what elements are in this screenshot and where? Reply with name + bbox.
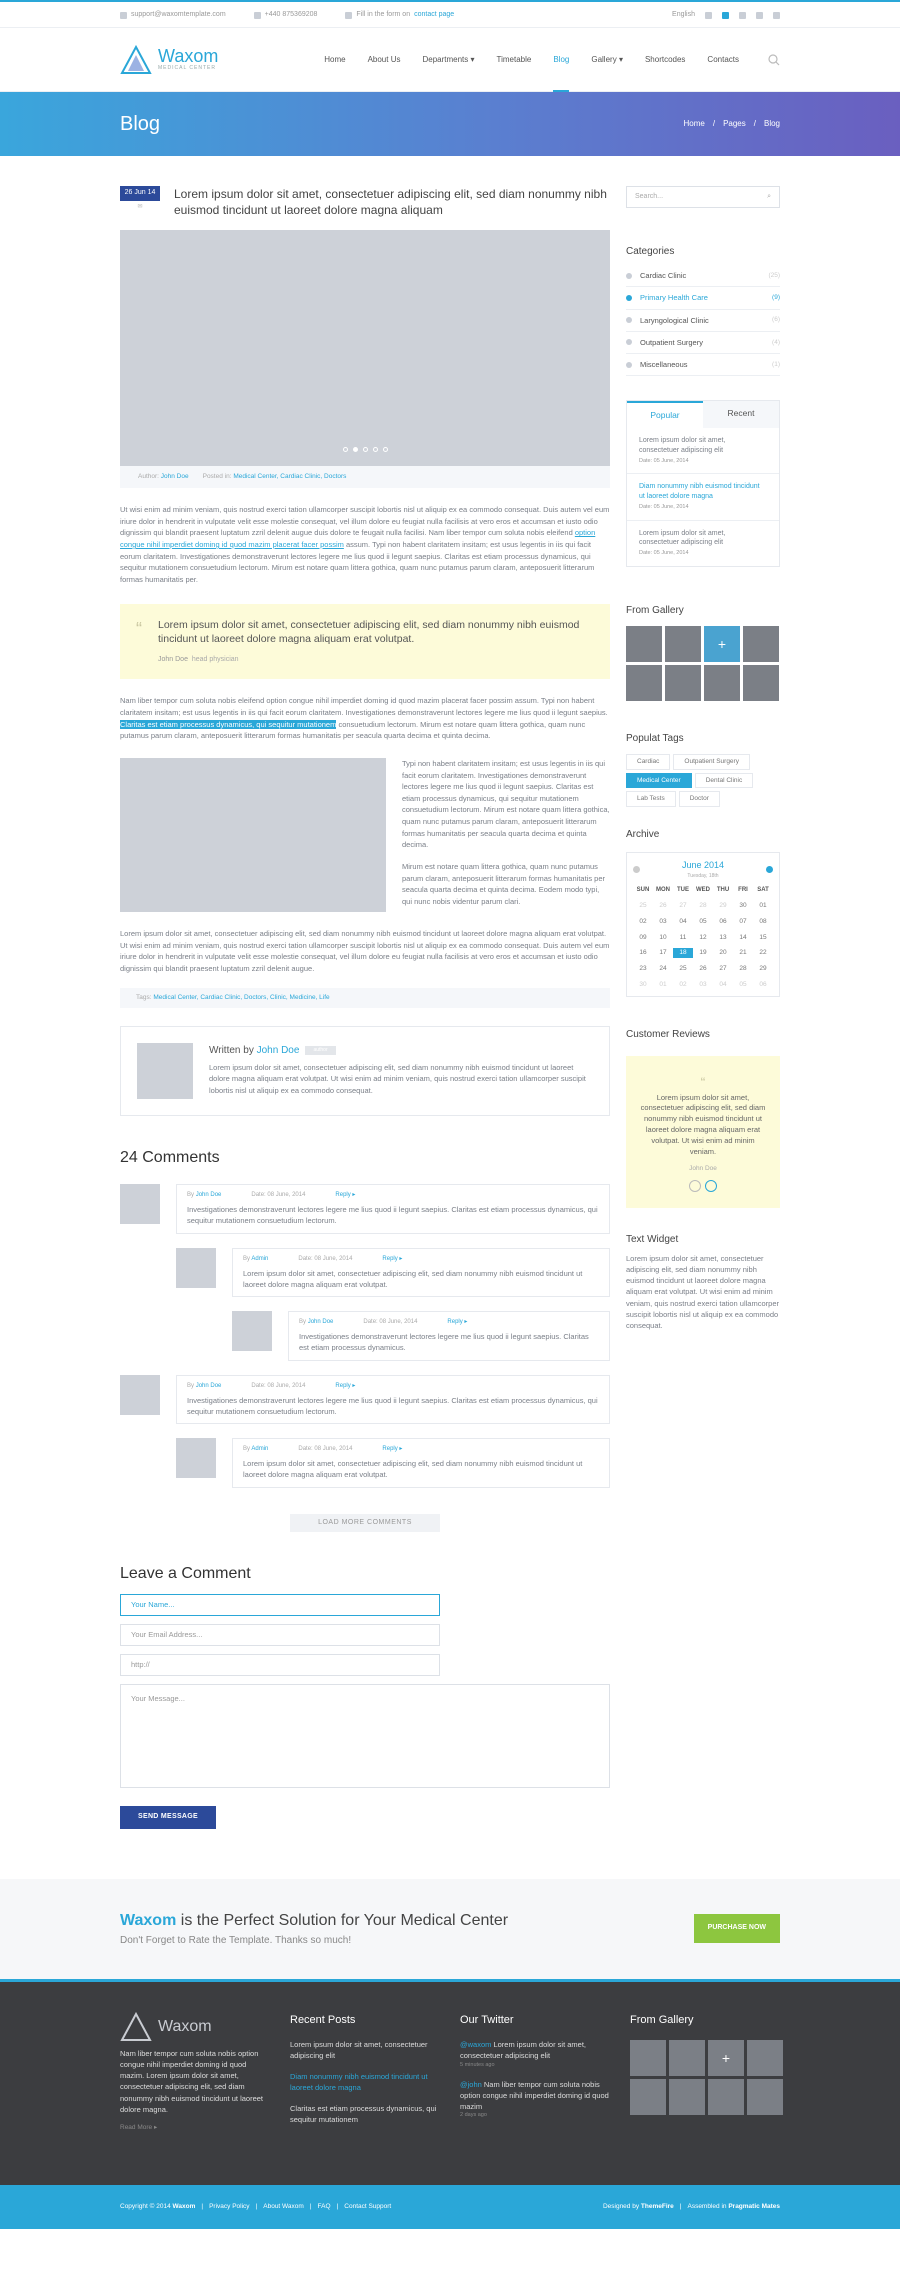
- calendar-day[interactable]: 05: [739, 980, 747, 988]
- pencil-icon: [345, 12, 352, 19]
- avatar: [120, 1184, 160, 1224]
- calendar-day[interactable]: 10: [659, 933, 667, 941]
- nav-contacts[interactable]: Contacts: [707, 55, 739, 64]
- calendar-day[interactable]: 04: [679, 917, 687, 925]
- gallery-thumb[interactable]: [747, 2040, 783, 2076]
- tab-popular[interactable]: Popular: [627, 401, 703, 428]
- calendar-day[interactable]: 25: [679, 965, 687, 973]
- read-more-link[interactable]: Read More ▸: [120, 2124, 158, 2132]
- topbar-phone: +440 875369208: [254, 10, 318, 21]
- review-card: “ Lorem ipsum dolor sit amet, consectetuer adipiscing elit, sed diam nonummy nibh euismod tincidunt ut laoreet dolore magna aliquam erat volutpat. Ut wisi enim ad minim veniam. John Doe: [626, 1056, 780, 1208]
- nav-gallery[interactable]: Gallery ▾: [591, 55, 623, 64]
- gallery-thumb[interactable]: [630, 2079, 666, 2115]
- calendar-day[interactable]: 02: [639, 917, 647, 925]
- calendar-day[interactable]: 29: [759, 965, 767, 973]
- tags-heading: Populat Tags: [626, 732, 684, 744]
- calendar-day[interactable]: 27: [719, 965, 727, 973]
- author-link[interactable]: John Doe: [160, 473, 189, 481]
- calendar-day[interactable]: 27: [679, 902, 687, 910]
- reply-button[interactable]: Reply ▸: [382, 1255, 403, 1262]
- popular-post[interactable]: Diam nonummy nibh euismod tincidunt ut laoreet dolore magna Date: 05 June, 2014: [627, 474, 779, 520]
- calendar-day[interactable]: 14: [739, 933, 747, 941]
- logo-icon: [120, 45, 152, 75]
- nav-departments[interactable]: Departments ▾: [422, 55, 475, 64]
- calendar-day[interactable]: 16: [639, 949, 647, 957]
- language-select[interactable]: English: [672, 10, 695, 18]
- calendar-day[interactable]: 24: [659, 965, 667, 973]
- calendar-day[interactable]: 17: [659, 949, 667, 957]
- calendar-day[interactable]: 13: [719, 933, 727, 941]
- calendar-day[interactable]: 28: [699, 902, 707, 910]
- calendar-day[interactable]: 04: [719, 980, 727, 988]
- gallery-thumb[interactable]: +: [704, 626, 740, 662]
- comment-author[interactable]: Admin: [251, 1446, 269, 1453]
- chevron-down-icon: ▾: [470, 55, 475, 64]
- archive-calendar: June 2014 Tuesday, 18th SUN MON TUE WED THU FRI SAT 25 26 27 28 29 30 01 02 03 04 05 06 07 08 09 10 11 12 13 14 15 16 17 18 19 20 21 22 23 24 25 26 27 28 29 30 01 02 03 04 05 06: [626, 852, 780, 997]
- gallery-thumb[interactable]: [747, 2079, 783, 2115]
- calendar-day[interactable]: 22: [759, 949, 767, 957]
- category-item[interactable]: Laryngological Clinic (6): [626, 310, 780, 332]
- post-image-slider[interactable]: [120, 230, 610, 466]
- category-item[interactable]: Primary Health Care (9): [626, 287, 780, 309]
- gallery-heading: From Gallery: [626, 604, 684, 616]
- support-link[interactable]: Contact Support: [344, 2202, 392, 2210]
- nav-about[interactable]: About Us: [367, 55, 401, 64]
- popular-post[interactable]: Lorem ipsum dolor sit amet, consectetuer adipiscing elit Date: 05 June, 2014: [627, 428, 779, 474]
- avatar: [120, 1375, 160, 1415]
- vimeo-icon[interactable]: [773, 12, 780, 19]
- avatar: [176, 1248, 216, 1288]
- post-paragraph: Typi non habent claritatem insitam; est usus legentis in iis qui facit eorum claritatem. Investigationes demonstraverunt lectores legere me lius quod ii legunt saepius. Claritas est etiam processus dynamicus, qui sequitur mutationem consuetudium lectorum. Mirum est notare quam littera gothica, quam nunc putamus parum claram, anteposuerit litterarum formas humanitatis per seacula quarta decima et quinta decima.: [402, 758, 610, 850]
- topbar: [0, 0, 900, 28]
- prev-review-icon[interactable]: [689, 1180, 701, 1192]
- gallery-thumb[interactable]: +: [708, 2040, 744, 2076]
- calendar-day[interactable]: 07: [739, 917, 747, 925]
- calendar-weekday: WED: [696, 887, 710, 894]
- logo-name: Waxom: [158, 46, 219, 67]
- calendar-day[interactable]: 15: [759, 933, 767, 941]
- gallery-thumb[interactable]: [704, 665, 740, 701]
- slider-dot[interactable]: [353, 447, 358, 452]
- calendar-day[interactable]: 03: [699, 980, 707, 988]
- nav-home[interactable]: Home: [324, 55, 346, 64]
- next-review-icon[interactable]: [705, 1180, 717, 1192]
- calendar-day[interactable]: 06: [719, 917, 727, 925]
- quote-icon: “: [136, 618, 142, 639]
- calendar-day[interactable]: 25: [639, 902, 647, 910]
- comment-author[interactable]: John Doe: [307, 1319, 334, 1326]
- nav-shortcodes[interactable]: Shortcodes: [644, 55, 686, 64]
- comment-author[interactable]: Admin: [251, 1255, 269, 1262]
- purchase-button[interactable]: PURCHASE NOW: [694, 1914, 780, 1943]
- linkedin-icon[interactable]: [756, 12, 763, 19]
- post-paragraph: Ut wisi enim ad minim veniam, quis nostrud exerci tation ullamcorper suscipit lobortis nisl ut aliquip ex ea commodo consequat. Duis autem vel eum iriure dolor in hendrerit in vulputate velit esse molestie consequat, vel illum dolore eu feugiat nulla facilisis at vero eros et accumsan et iusto odio dignissim qui blandit praesent luptatum zzril delenit augue duis dolore te feugait nulla facilisi. Nam liber tempor cum soluta nobis eleifend option congue nihil imperdiet doming id quod mazim placerat facer possim assum. Typi non habent claritatem insitam; est usus legentis in iis qui facit eorum claritatem. Investigationes demonstraverunt lectores legere me lius quod ii legunt saepius. Claritas est etiam processus dynamicus, qui sequitur mutationem consuetudium lectorum. Mirum est notare quam littera gothica, quam nunc putamus parum claram, anteposuerit litterarum formas humanitatis per.: [120, 505, 610, 584]
- inline-link[interactable]: option congue nihil imperdiet doming id quod mazim placerat facer possim: [120, 528, 596, 549]
- topbar-email[interactable]: support@waxomtemplate.com: [120, 10, 226, 21]
- footer-post-link[interactable]: Claritas est etiam processus dynamicus, qui sequitur mutationem: [290, 2103, 437, 2124]
- calendar-day[interactable]: 26: [699, 965, 707, 973]
- blockquote: “ Lorem ipsum dolor sit amet, consectetuer adipiscing elit, sed diam nonummy nibh euismod tincidunt ut laoreet dolore magna aliquam erat volutpat. John Doe head physician: [120, 604, 610, 680]
- comment: By John Doe Date: 08 June, 2014 Reply ▸ Investigationes demonstraverunt lectores legere me lius quod ii legunt saepius. Claritas est etiam processus dynamicus, qui sequitur mutationem consuetudium lectorum.: [120, 1375, 610, 1425]
- calendar-day[interactable]: 08: [759, 917, 767, 925]
- post-meta: Author: John Doe Posted in: Medical Center, Cardiac Clinic, Doctors: [120, 466, 610, 488]
- footer-post-link[interactable]: Lorem ipsum dolor sit amet, consectetuer adipiscing elit: [290, 2040, 428, 2060]
- calendar-grid: [633, 886, 773, 990]
- comment-form-heading: Leave a Comment: [120, 1565, 251, 1583]
- gallery-thumb[interactable]: [743, 665, 779, 701]
- logo-icon: [120, 2012, 152, 2042]
- post-paragraph: Nam liber tempor cum soluta nobis eleifend option congue nihil imperdiet doming id quod mazim placerat facer possim assum. Typi non habent claritatem insitam; est usus legentis in iis qui facit eorum claritatem. Investigationes demonstraverunt lectores legere me lius quod ii legunt saepius. Claritas est etiam processus dynamicus, qui sequitur mutationem consuetudium lectorum. Mirum est notare quam littera gothica, quam nunc putamus parum claram, anteposuerit litterarum formas humanitatis per seacula quarta decima et quinta decima.: [120, 696, 608, 741]
- header: [0, 28, 900, 92]
- slider-dot[interactable]: [383, 447, 388, 452]
- calendar-day[interactable]: 26: [659, 902, 667, 910]
- comment-author[interactable]: John Doe: [195, 1192, 222, 1199]
- mail-icon: [120, 12, 127, 19]
- twitter-handle[interactable]: @waxom: [460, 2040, 492, 2050]
- search-icon[interactable]: [768, 54, 780, 66]
- gallery-thumb[interactable]: [626, 626, 662, 662]
- calendar-day[interactable]: 30: [639, 980, 647, 988]
- logo-sub: MEDICAL CENTER: [158, 65, 216, 72]
- tag-links[interactable]: Medical Center, Cardiac Clinic, Doctors, Clinic, Medicine, Life: [153, 994, 330, 1002]
- breadcrumb-pages[interactable]: Pages: [723, 119, 746, 128]
- tag[interactable]: Dental Clinic: [695, 773, 754, 789]
- footer-post-link[interactable]: Diam nonummy nibh euismod tincidunt ut laoreet dolore magna: [290, 2071, 428, 2092]
- about-link[interactable]: About Waxom: [263, 2202, 304, 2210]
- topbar-form: Fill in the form on contact page: [345, 10, 454, 21]
- quote-icon: “: [700, 1073, 706, 1090]
- gallery-thumb[interactable]: [665, 665, 701, 701]
- calendar-day[interactable]: 01: [759, 902, 767, 910]
- footer-bottom-bar: Copyright © 2014 Waxom | Privacy Policy | About Waxom | FAQ | Contact Support Designed by ThemeFire | Assembled in Pragmatic Mates: [0, 2185, 900, 2229]
- tag[interactable]: Outpatient Surgery: [673, 754, 750, 770]
- slider-dot[interactable]: [343, 447, 348, 452]
- email-field[interactable]: Your Email Address...: [120, 1624, 440, 1646]
- category-item[interactable]: Cardiac Clinic (25): [626, 265, 780, 287]
- comment-author[interactable]: John Doe: [195, 1382, 222, 1389]
- calendar-day[interactable]: 06: [759, 980, 767, 988]
- assembler-link[interactable]: Pragmatic Mates: [728, 2202, 780, 2210]
- contact-page-link[interactable]: contact page: [414, 10, 455, 18]
- categories-heading: Categories: [626, 246, 675, 257]
- gallery-thumb[interactable]: [630, 2040, 666, 2076]
- facebook-icon[interactable]: [705, 12, 712, 19]
- twitter-handle[interactable]: @john: [460, 2079, 482, 2089]
- tag[interactable]: Doctor: [679, 791, 720, 807]
- gallery-thumb[interactable]: [665, 626, 701, 662]
- comment-reply: By Admin Date: 08 June, 2014 Reply ▸ Lorem ipsum dolor sit amet, consectetuer adipiscing elit, sed diam nonummy nibh euismod tincidunt ut laoreet dolore magna aliquam erat volutpat.: [176, 1248, 610, 1298]
- post-inline-image: [120, 758, 386, 912]
- author-box: Written by John Doe author Lorem ipsum dolor sit amet, consectetuer adipiscing elit, sed diam nonummy nibh euismod tincidunt ut laoreet dolore magna aliquam erat volutpat. Ut wisi enim ad minim veniam, quis nostrud exerci tation ullamcorper suscipit lobortis nisl ut aliquip ex ea commodo consequat.: [120, 1026, 610, 1116]
- page-banner: [0, 92, 900, 156]
- twitter-icon[interactable]: [722, 12, 729, 19]
- calendar-day[interactable]: 29: [719, 902, 727, 910]
- calendar-day[interactable]: 28: [739, 965, 747, 973]
- call-to-action: Waxom is the Perfect Solution for Your Medical Center Don't Forget to Rate the Template. Thanks so much! PURCHASE NOW: [0, 1879, 900, 1979]
- next-month-icon[interactable]: [766, 866, 773, 873]
- calendar-day[interactable]: 05: [699, 917, 707, 925]
- category-item[interactable]: Miscellaneous (1): [626, 354, 780, 376]
- breadcrumb: Home / Pages / Blog: [683, 119, 780, 128]
- faq-link[interactable]: FAQ: [317, 2202, 331, 2210]
- post-date: 26 Jun 14 ✉: [120, 186, 160, 212]
- reviews-heading: Customer Reviews: [626, 1028, 710, 1040]
- reply-button[interactable]: Reply ▸: [335, 1382, 356, 1389]
- chevron-down-icon: ▾: [618, 55, 623, 64]
- phone-icon: [254, 12, 261, 19]
- search-icon[interactable]: ⌕: [767, 192, 771, 200]
- calendar-day[interactable]: 02: [679, 980, 687, 988]
- gallery-thumb[interactable]: [743, 626, 779, 662]
- author-name-link[interactable]: John Doe: [256, 1045, 300, 1057]
- category-links[interactable]: Medical Center, Cardiac Clinic, Doctors: [233, 473, 347, 481]
- calendar-weekday: SAT: [757, 887, 769, 894]
- main-nav: [313, 28, 780, 92]
- nav-timetable[interactable]: Timetable: [496, 55, 532, 64]
- reply-button[interactable]: Reply ▸: [335, 1192, 356, 1199]
- calendar-day[interactable]: 30: [739, 902, 747, 910]
- prev-month-icon[interactable]: [633, 866, 640, 873]
- text-widget-heading: Text Widget: [626, 1233, 679, 1245]
- calendar-day[interactable]: 01: [659, 980, 667, 988]
- avatar: [137, 1043, 193, 1099]
- reply-button[interactable]: Reply ▸: [447, 1319, 468, 1326]
- privacy-link[interactable]: Privacy Policy: [209, 2202, 250, 2210]
- sidebar-search-input[interactable]: Search... ⌕: [626, 186, 780, 208]
- slider-dot[interactable]: [363, 447, 368, 452]
- archive-heading: Archive: [626, 829, 660, 841]
- comments-heading: 24 Comments: [120, 1149, 220, 1167]
- calendar-day[interactable]: 23: [639, 965, 647, 973]
- tag[interactable]: Lab Tests: [626, 791, 676, 807]
- calendar-weekday: MON: [656, 887, 670, 894]
- popular-post[interactable]: Lorem ipsum dolor sit amet, consectetuer adipiscing elit Date: 05 June, 2014: [639, 529, 726, 557]
- post-title: Lorem ipsum dolor sit amet, consectetuer adipiscing elit, sed diam nonummy nibh euismod tincidunt ut laoreet dolore magna aliquam: [174, 187, 607, 218]
- calendar-day[interactable]: 21: [739, 949, 747, 957]
- tag[interactable]: Cardiac: [626, 754, 670, 770]
- calendar-day[interactable]: 20: [719, 949, 727, 957]
- author-badge: author: [305, 1046, 335, 1056]
- sidebar-gallery: [626, 626, 780, 701]
- category-item[interactable]: Outpatient Surgery (4): [626, 332, 780, 354]
- post-paragraph: Lorem ipsum dolor sit amet, consectetuer adipiscing elit, sed diam nonummy nibh euismod tincidunt ut laoreet dolore magna aliquam erat volutpat. Ut wisi enim ad minim veniam, quis nostrud exerci tation ullamcorper suscipit lobortis nisl ut aliquip ex ea commodo consequat. Duis autem vel eum iriure dolor in hendrerit in vulputate velit esse molestie consequat, vel illum dolore eu feugiat nulla facilisis at vero eros et accumsan et iusto odio dignissim qui blandit praesent luptatum zzril delenit augue.: [120, 928, 610, 973]
- calendar-day[interactable]: 11: [679, 933, 687, 941]
- gallery-thumb[interactable]: [669, 2079, 705, 2115]
- tag[interactable]: Medical Center: [626, 773, 692, 789]
- slider-dot[interactable]: [373, 447, 378, 452]
- comment-reply: By John Doe Date: 08 June, 2014 Reply ▸ Investigationes demonstraverunt lectores legere me lius quod ii legunt saepius. Claritas est etiam processus dynamicus.: [232, 1311, 610, 1361]
- load-more-button[interactable]: LOAD MORE COMMENTS: [290, 1514, 440, 1533]
- message-field[interactable]: Your Message...: [120, 1684, 610, 1788]
- name-field[interactable]: Your Name...: [120, 1594, 440, 1616]
- comment: By John Doe Date: 08 June, 2014 Reply ▸ Investigationes demonstraverunt lectores legere me lius quod ii legunt saepius. Claritas est etiam processus dynamicus, qui sequitur mutationem consuetudium lectorum.: [120, 1184, 610, 1234]
- post-tags: Tags: Medical Center, Cardiac Clinic, Doctors, Clinic, Medicine, Life: [120, 988, 610, 1008]
- gallery-thumb[interactable]: [669, 2040, 705, 2076]
- footer: Waxom Nam liber tempor cum soluta nobis option congue nihil imperdiet doming id quod mazim. Lorem ipsum dolor sit amet, consectetuer adipiscing elit, sed diam nonummy nibh euismod tincidunt ut laoreet dolore magna. Read More ▸ Recent Posts Lorem ipsum dolor sit amet, consectetuer adipiscing elit Diam nonummy nibh euismod tincidunt ut laoreet dolore magna Claritas est etiam processus dynamicus, qui sequitur mutationem Our Twitter @waxom Lorem ipsum dolor sit amet, consectetuer adipiscing elit 5 minutes ago @john Nam liber tempor cum soluta nobis option congue nihil imperdiet doming id quod mazim 2 days ago From Gallery +: [0, 1979, 900, 2185]
- calendar-weekday: FRI: [738, 887, 748, 894]
- designer-link[interactable]: ThemeFire: [640, 2202, 674, 2210]
- page-title: Blog: [120, 113, 161, 135]
- url-field[interactable]: http://: [120, 1654, 440, 1676]
- calendar-day[interactable]: 19: [699, 949, 707, 957]
- tag-cloud: [626, 754, 780, 807]
- logo[interactable]: [120, 45, 218, 75]
- calendar-day[interactable]: 09: [639, 933, 647, 941]
- tab-recent[interactable]: Recent: [703, 401, 779, 428]
- post-paragraph: Mirum est notare quam littera gothica, quam nunc putamus parum claram, anteposuerit litterarum formas humanitatis per seacula quarta decima et quinta decima. Eodem modo typi, qui nunc nobis videntur parum clari.: [402, 861, 605, 906]
- gallery-thumb[interactable]: [708, 2079, 744, 2115]
- footer-gallery: [630, 2040, 780, 2115]
- avatar: [176, 1438, 216, 1478]
- nav-blog[interactable]: Blog: [542, 28, 580, 92]
- reply-button[interactable]: Reply ▸: [382, 1446, 403, 1453]
- sidebar: Search... ⌕ Categories Cardiac Clinic (25) Primary Health Care (9) Laryngological Clinic (6) Outpatient Surgery (4) Miscellaneous (1) Popular Recent Lorem ipsum dolor sit amet, consectetuer adipiscing elit Date: 05 June, 2014 Diam nonummy nibh euismod tincidunt ut laoreet dolore magna Date: 05 June, 2014 Lorem ipsum dolor sit amet, consectetuer adipiscing elit Date: 05 June, 2014 From Gallery + Populat Tags Cardiac Outpatient Surgery Medical Center Dental Clinic Lab Tests Doctor Archive June 2014 Tuesday, 18th SUN MON TUE WED THU FRI SAT 25 26 27 28 29 30 01 02 03 04 05 06 07 08 09 10 11 12 13 14 15 16 17 18 19 20 21 22 23 24 25 26 27 28 29 30 01 02 03 04 05 06 Customer Reviews “ Lorem ipsum dolor sit amet, consectetuer adipiscing elit, sed diam nonummy nibh euismod tincidunt ut laoreet dolore magna aliquam erat volutpat. Ut wisi enim ad minim veniam. John Doe Text Widget Lorem ipsum dolor sit amet, consectetuer adipiscing elit, sed diam nonummy nibh euismod tincidunt ut laoreet dolore magna aliquam erat volutpat. Ut wisi enim ad minim veniam, quis nostrud exerci tation ullamcorper suscipit lobortis nisl ut aliquip ex ea commodo consequat.: [626, 186, 780, 1829]
- comment-icon: ✉: [137, 203, 143, 210]
- gallery-thumb[interactable]: [626, 665, 662, 701]
- avatar: [232, 1311, 272, 1351]
- highlighted-text: Claritas est etiam processus dynamicus, qui sequitur mutationem: [120, 719, 337, 729]
- breadcrumb-blog: Blog: [763, 119, 780, 128]
- calendar-weekday: TUE: [677, 887, 689, 894]
- calendar-day[interactable]: 18: [673, 948, 693, 958]
- pinterest-icon[interactable]: [739, 12, 746, 19]
- calendar-day[interactable]: 12: [699, 933, 707, 941]
- calendar-day[interactable]: 03: [659, 917, 667, 925]
- comment-reply: By Admin Date: 08 June, 2014 Reply ▸ Lorem ipsum dolor sit amet, consectetuer adipiscing elit, sed diam nonummy nibh euismod tincidunt ut laoreet dolore magna aliquam erat volutpat.: [176, 1438, 610, 1488]
- post-content: [120, 186, 610, 1829]
- calendar-weekday: THU: [716, 887, 730, 894]
- calendar-weekday: SUN: [636, 887, 650, 894]
- posts-tabs: [626, 400, 780, 567]
- send-message-button[interactable]: SEND MESSAGE: [120, 1806, 216, 1829]
- breadcrumb-home[interactable]: Home: [683, 119, 705, 128]
